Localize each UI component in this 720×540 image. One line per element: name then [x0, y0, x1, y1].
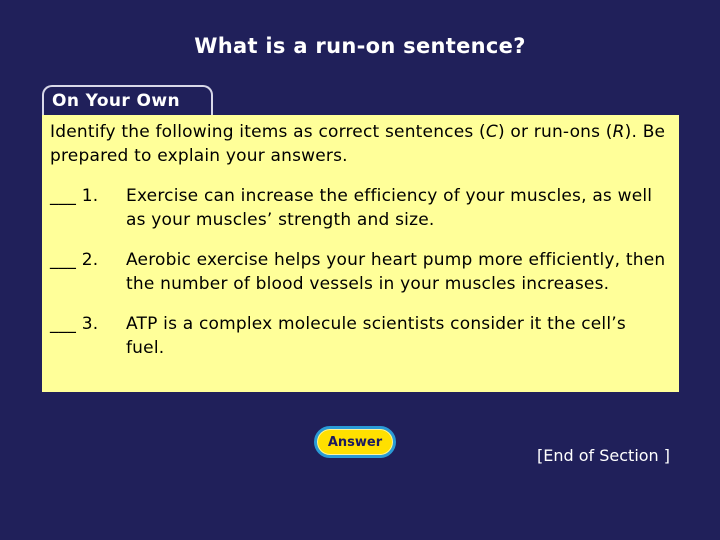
tab-label: On Your Own: [52, 91, 180, 111]
item-number: 2.: [81, 250, 99, 270]
item-lead: [50, 248, 98, 272]
answer-button-label: Answer: [327, 434, 383, 450]
on-your-own-tab: [42, 85, 213, 115]
exercise-item-3: [50, 312, 679, 360]
item-lead: [50, 312, 98, 336]
answer-button[interactable]: [314, 426, 396, 458]
slide-title: What is a run-on sentence?: [194, 34, 526, 58]
item-number: 3.: [81, 314, 99, 334]
run-on-code: R: [612, 122, 625, 142]
instructions: Identify the following items as correct sentences (C) or run-ons (R). Be prepared to explain your answers.: [50, 122, 666, 166]
answer-blank[interactable]: ___: [50, 186, 77, 206]
exercise-panel: [42, 115, 679, 392]
correct-code: C: [485, 122, 498, 142]
exercise-item-1: [50, 184, 679, 232]
answer-blank[interactable]: ___: [50, 314, 77, 334]
item-text: Exercise can increase the efficiency of your muscles, as well as your muscles’ strength and size.: [126, 186, 653, 230]
item-number: 1.: [81, 186, 99, 206]
exercise-item-2: [50, 248, 679, 296]
item-lead: [50, 184, 98, 208]
end-of-section-link[interactable]: [End of Section ]: [537, 446, 671, 465]
item-text: Aerobic exercise helps your heart pump more efficiently, then the number of blood vessels in your muscles increases.: [126, 250, 666, 294]
item-text: ATP is a complex molecule scientists consider it the cell’s fuel.: [126, 314, 626, 358]
answer-blank[interactable]: ___: [50, 250, 77, 270]
